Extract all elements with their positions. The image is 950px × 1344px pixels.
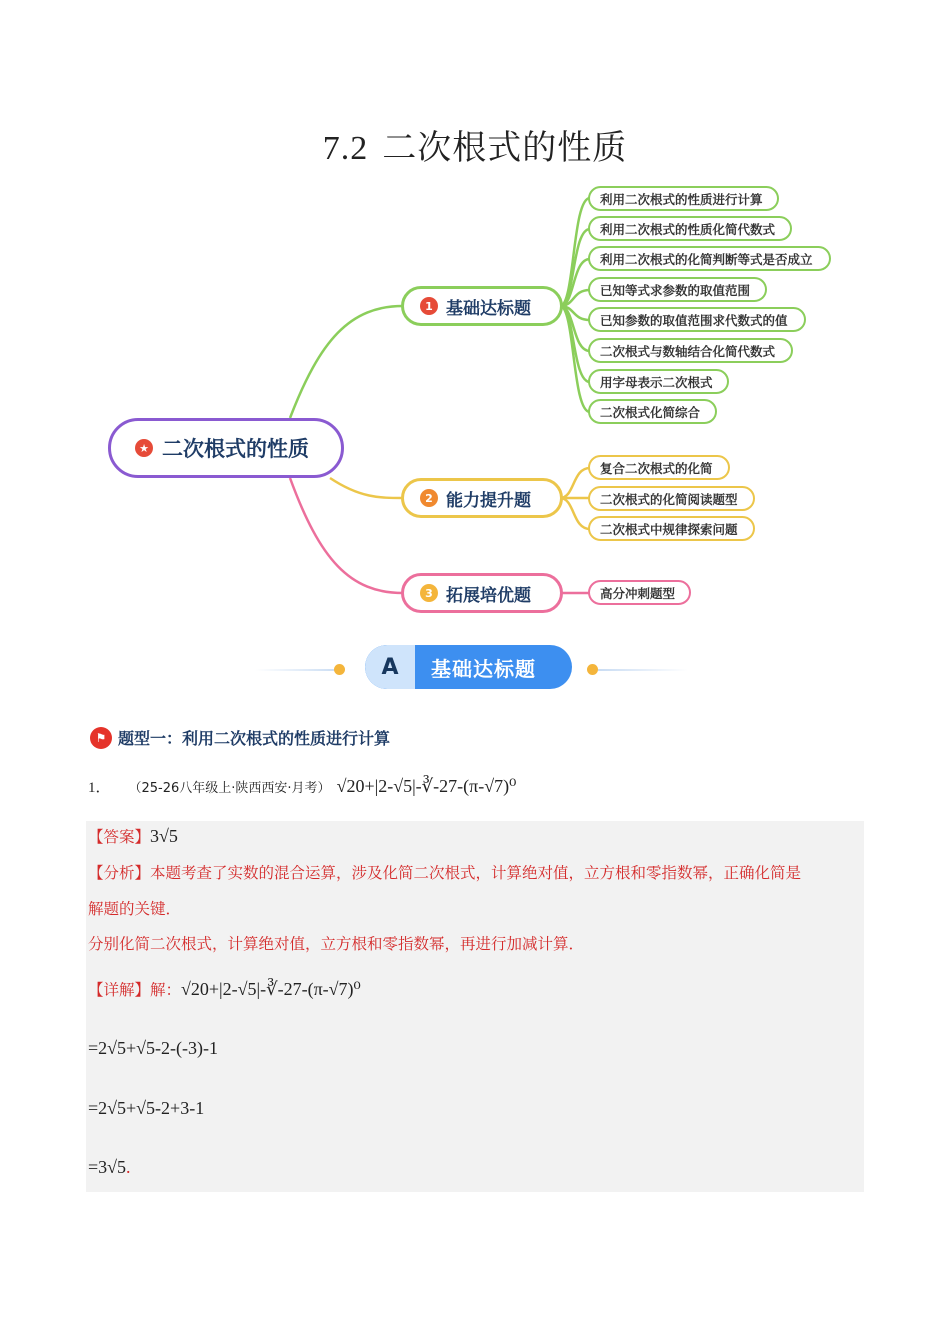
badge-3-icon: 3 [420,584,438,602]
analysis-line-1 [88,861,801,883]
star-icon: ★ [135,439,153,457]
branch-label: 拓展培优题 [446,585,531,606]
leaf-item: 二次根式化简综合 [588,399,717,424]
question-type-heading [90,726,390,749]
calc-step-3 [88,1157,131,1178]
detail-expression: √20+|2-√5|-∛-27-(π-√7)⁰ [181,979,361,999]
answer-label: 【答案】 [88,829,151,846]
calc-step-1: =2√5+√5-2-(-3)-1 [88,1038,219,1058]
banner-label: 基础达标题 [431,656,536,681]
leaf-item: 二次根式的化简阅读题型 [588,486,755,511]
detail-label: 【详解】 [88,982,151,999]
leaf-item: 已知参数的取值范围求代数式的值 [588,307,806,332]
leaf-item: 二次根式与数轴结合化简代数式 [588,338,793,363]
leaf-item: 二次根式中规律探索问题 [588,516,755,541]
detail-line [88,978,361,1000]
question-number: 1． [88,780,111,796]
badge-1-icon: 1 [420,297,438,315]
flag-icon: ⚑ [90,727,112,749]
section-banner [365,645,572,689]
leaf-item: 用字母表示二次根式 [588,369,729,394]
question-type-title: 题型一：利用二次根式的性质进行计算 [118,729,391,748]
analysis-line-3: 分别化简二次根式，计算绝对值，立方根和零指数幂，再进行加减计算． [88,936,585,953]
banner-dot-right [587,664,598,675]
title-number: 7.2 [322,130,369,167]
question-source: （25-26八年级上·陕西西安·月考） [128,781,331,796]
branch-extension [401,573,563,613]
leaf-item: 已知等式求参数的取值范围 [588,277,767,302]
title-text: 二次根式的性质 [382,128,628,168]
calc-step-2: =2√5+√5-2+3-1 [88,1098,205,1118]
branch2-links [560,468,590,529]
banner-letter: A [365,645,415,689]
branch-advanced [401,478,563,518]
analysis-label: 【分析】 [88,865,151,882]
mindmap-connectors [0,170,950,640]
analysis-text: 本题考查了实数的混合运算，涉及化简二次根式，计算绝对值，立方根和零指数幂，正确化简是 [150,865,802,882]
banner-line-right [598,669,688,671]
root-label: 二次根式的性质 [162,437,309,461]
badge-2-icon: 2 [420,489,438,507]
banner-line-left [255,669,340,671]
leaf-item: 复合二次根式的化简 [588,455,730,480]
answer-value: 3√5 [150,826,178,846]
branch-label: 基础达标题 [446,298,531,319]
analysis-line-2: 解题的关键． [88,901,182,918]
root-link-2 [330,478,403,498]
leaf-item: 利用二次根式的性质化简代数式 [588,216,792,241]
answer-line [88,825,178,847]
banner-dot-left [334,664,345,675]
page-title [0,120,950,169]
root-link-3 [290,478,403,593]
leaf-item: 利用二次根式的化简判断等式是否成立 [588,246,831,271]
question-expression: √20+|2-√5|-∛-27-(π-√7)⁰ [336,776,517,796]
question-1 [88,776,516,797]
calc-step-3-end: . [126,1157,131,1177]
detail-prefix: 解： [150,982,182,999]
branch-basic [401,286,563,326]
calc-step-3-value: =3√5 [88,1157,127,1177]
root-link-1 [290,306,403,418]
leaf-item: 高分冲刺题型 [588,580,691,605]
leaf-item: 利用二次根式的性质进行计算 [588,186,779,211]
branch1-links [560,198,590,412]
branch-label: 能力提升题 [446,490,531,511]
mindmap-root [108,418,344,478]
